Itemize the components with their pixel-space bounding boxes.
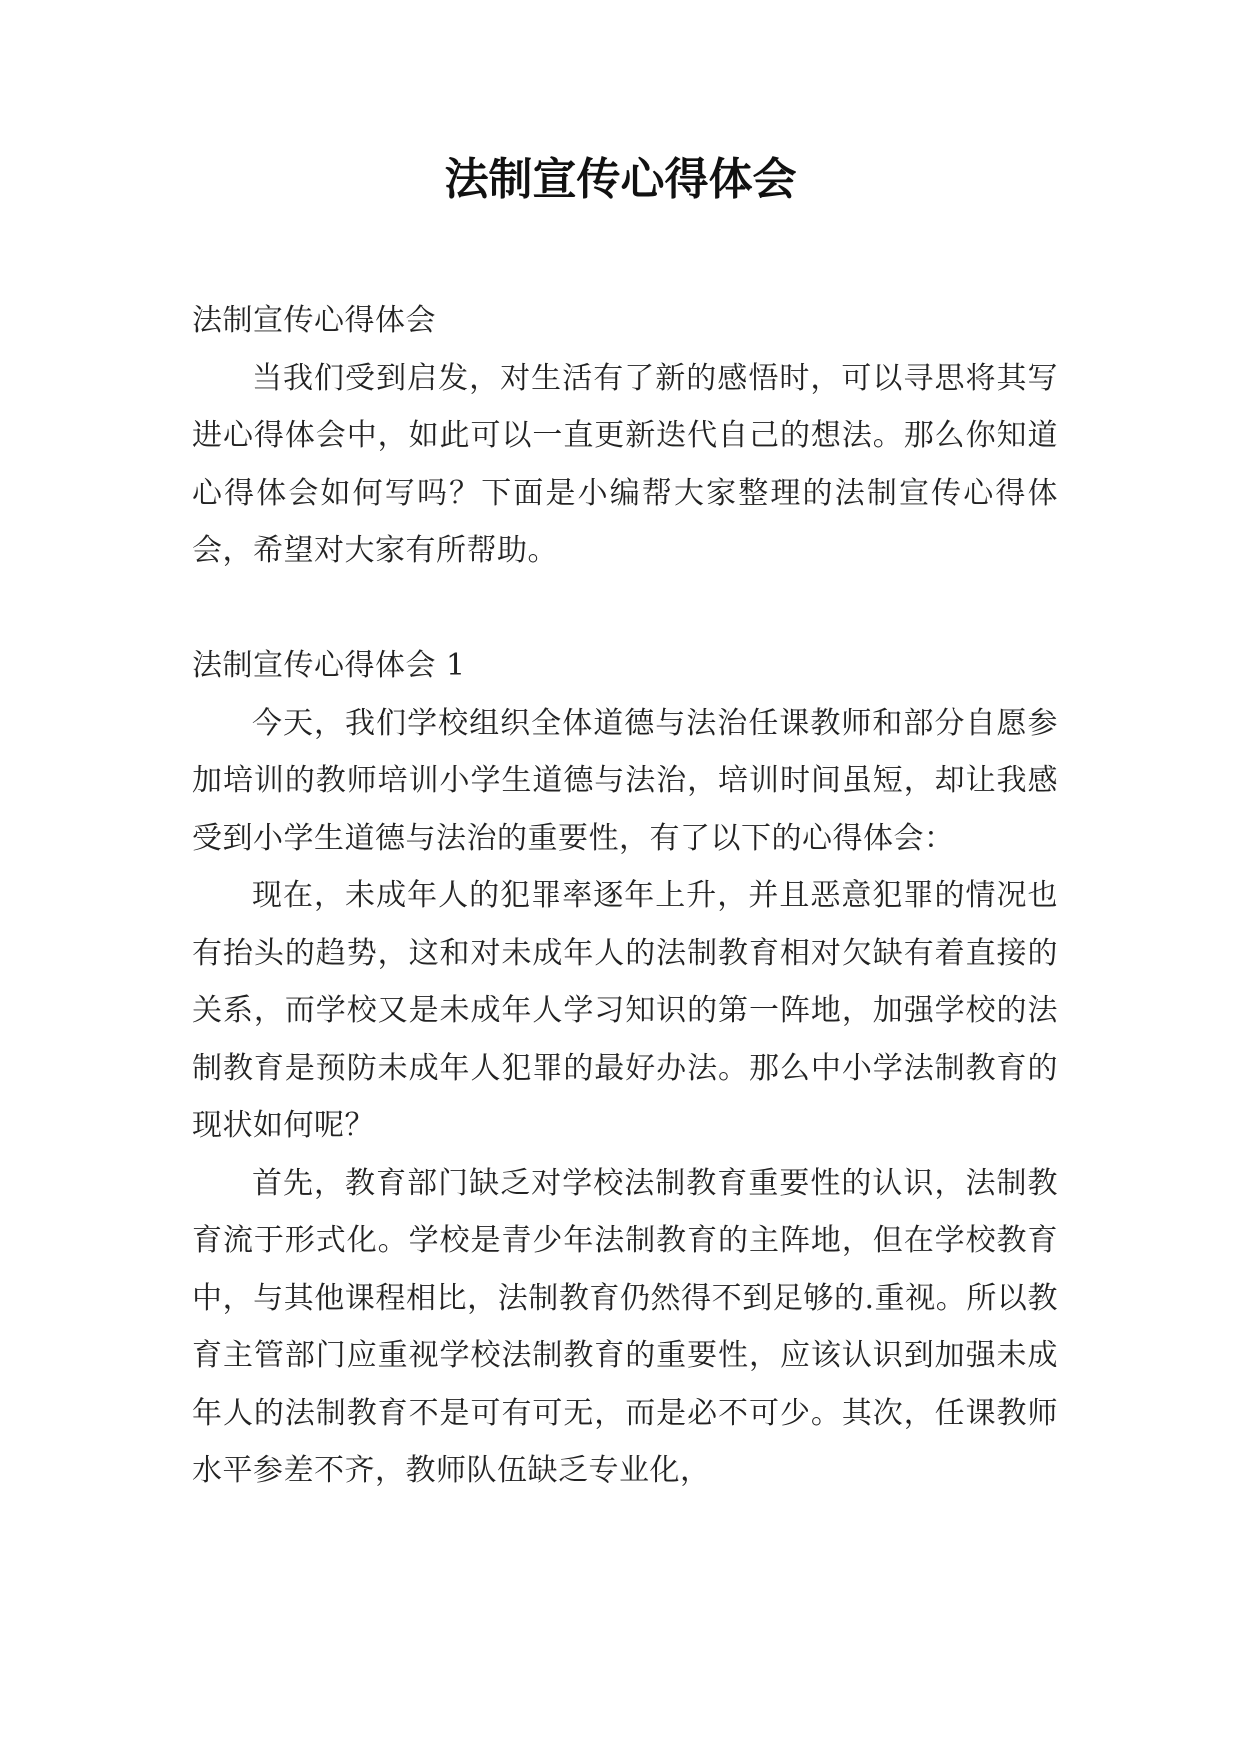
document-body — [192, 292, 1058, 1500]
body-paragraph: 今天，我们学校组织全体道德与法治任课教师和部分自愿参加培训的教师培训小学生道德与法治，培训时间虽短，却让我感受到小学生道德与法治的重要性，有了以下的心得体会： — [192, 705, 1058, 856]
section-heading: 法制宣传心得体会 1 — [192, 648, 466, 683]
body-paragraph: 现在，未成年人的犯罪率逐年上升，并且恶意犯罪的情况也有抬头的趋势，这和对未成年人的法制教育相对欠缺有着直接的关系，而学校又是未成年人学习知识的第一阵地，加强学校的法制教育是预防未成年人犯罪的最好办法。那么中小学法制教育的现状如何呢？ — [192, 878, 1058, 1143]
intro-heading: 法制宣传心得体会 — [192, 303, 436, 338]
intro-paragraph: 当我们受到启发，对生活有了新的感悟时，可以寻思将其写进心得体会中，如此可以一直更新迭代自己的想法。那么你知道心得体会如何写吗？下面是小编帮大家整理的法制宣传心得体会，希望对大家有所帮助。 — [192, 360, 1058, 568]
document-title: 法制宣传心得体会 — [444, 154, 797, 205]
body-paragraph: 首先，教育部门缺乏对学校法制教育重要性的认识，法制教育流于形式化。学校是青少年法制教育的主阵地，但在学校教育中，与其他课程相比，法制教育仍然得不到足够的.重视。所以教育主管部门应重视学校法制教育的重要性，应该认识到加强未成年人的法制教育不是可有可无，而是必不可少。其次，任课教师水平参差不齐，教师队伍缺乏专业化， — [192, 1165, 1058, 1488]
section-spacer — [192, 580, 1058, 638]
